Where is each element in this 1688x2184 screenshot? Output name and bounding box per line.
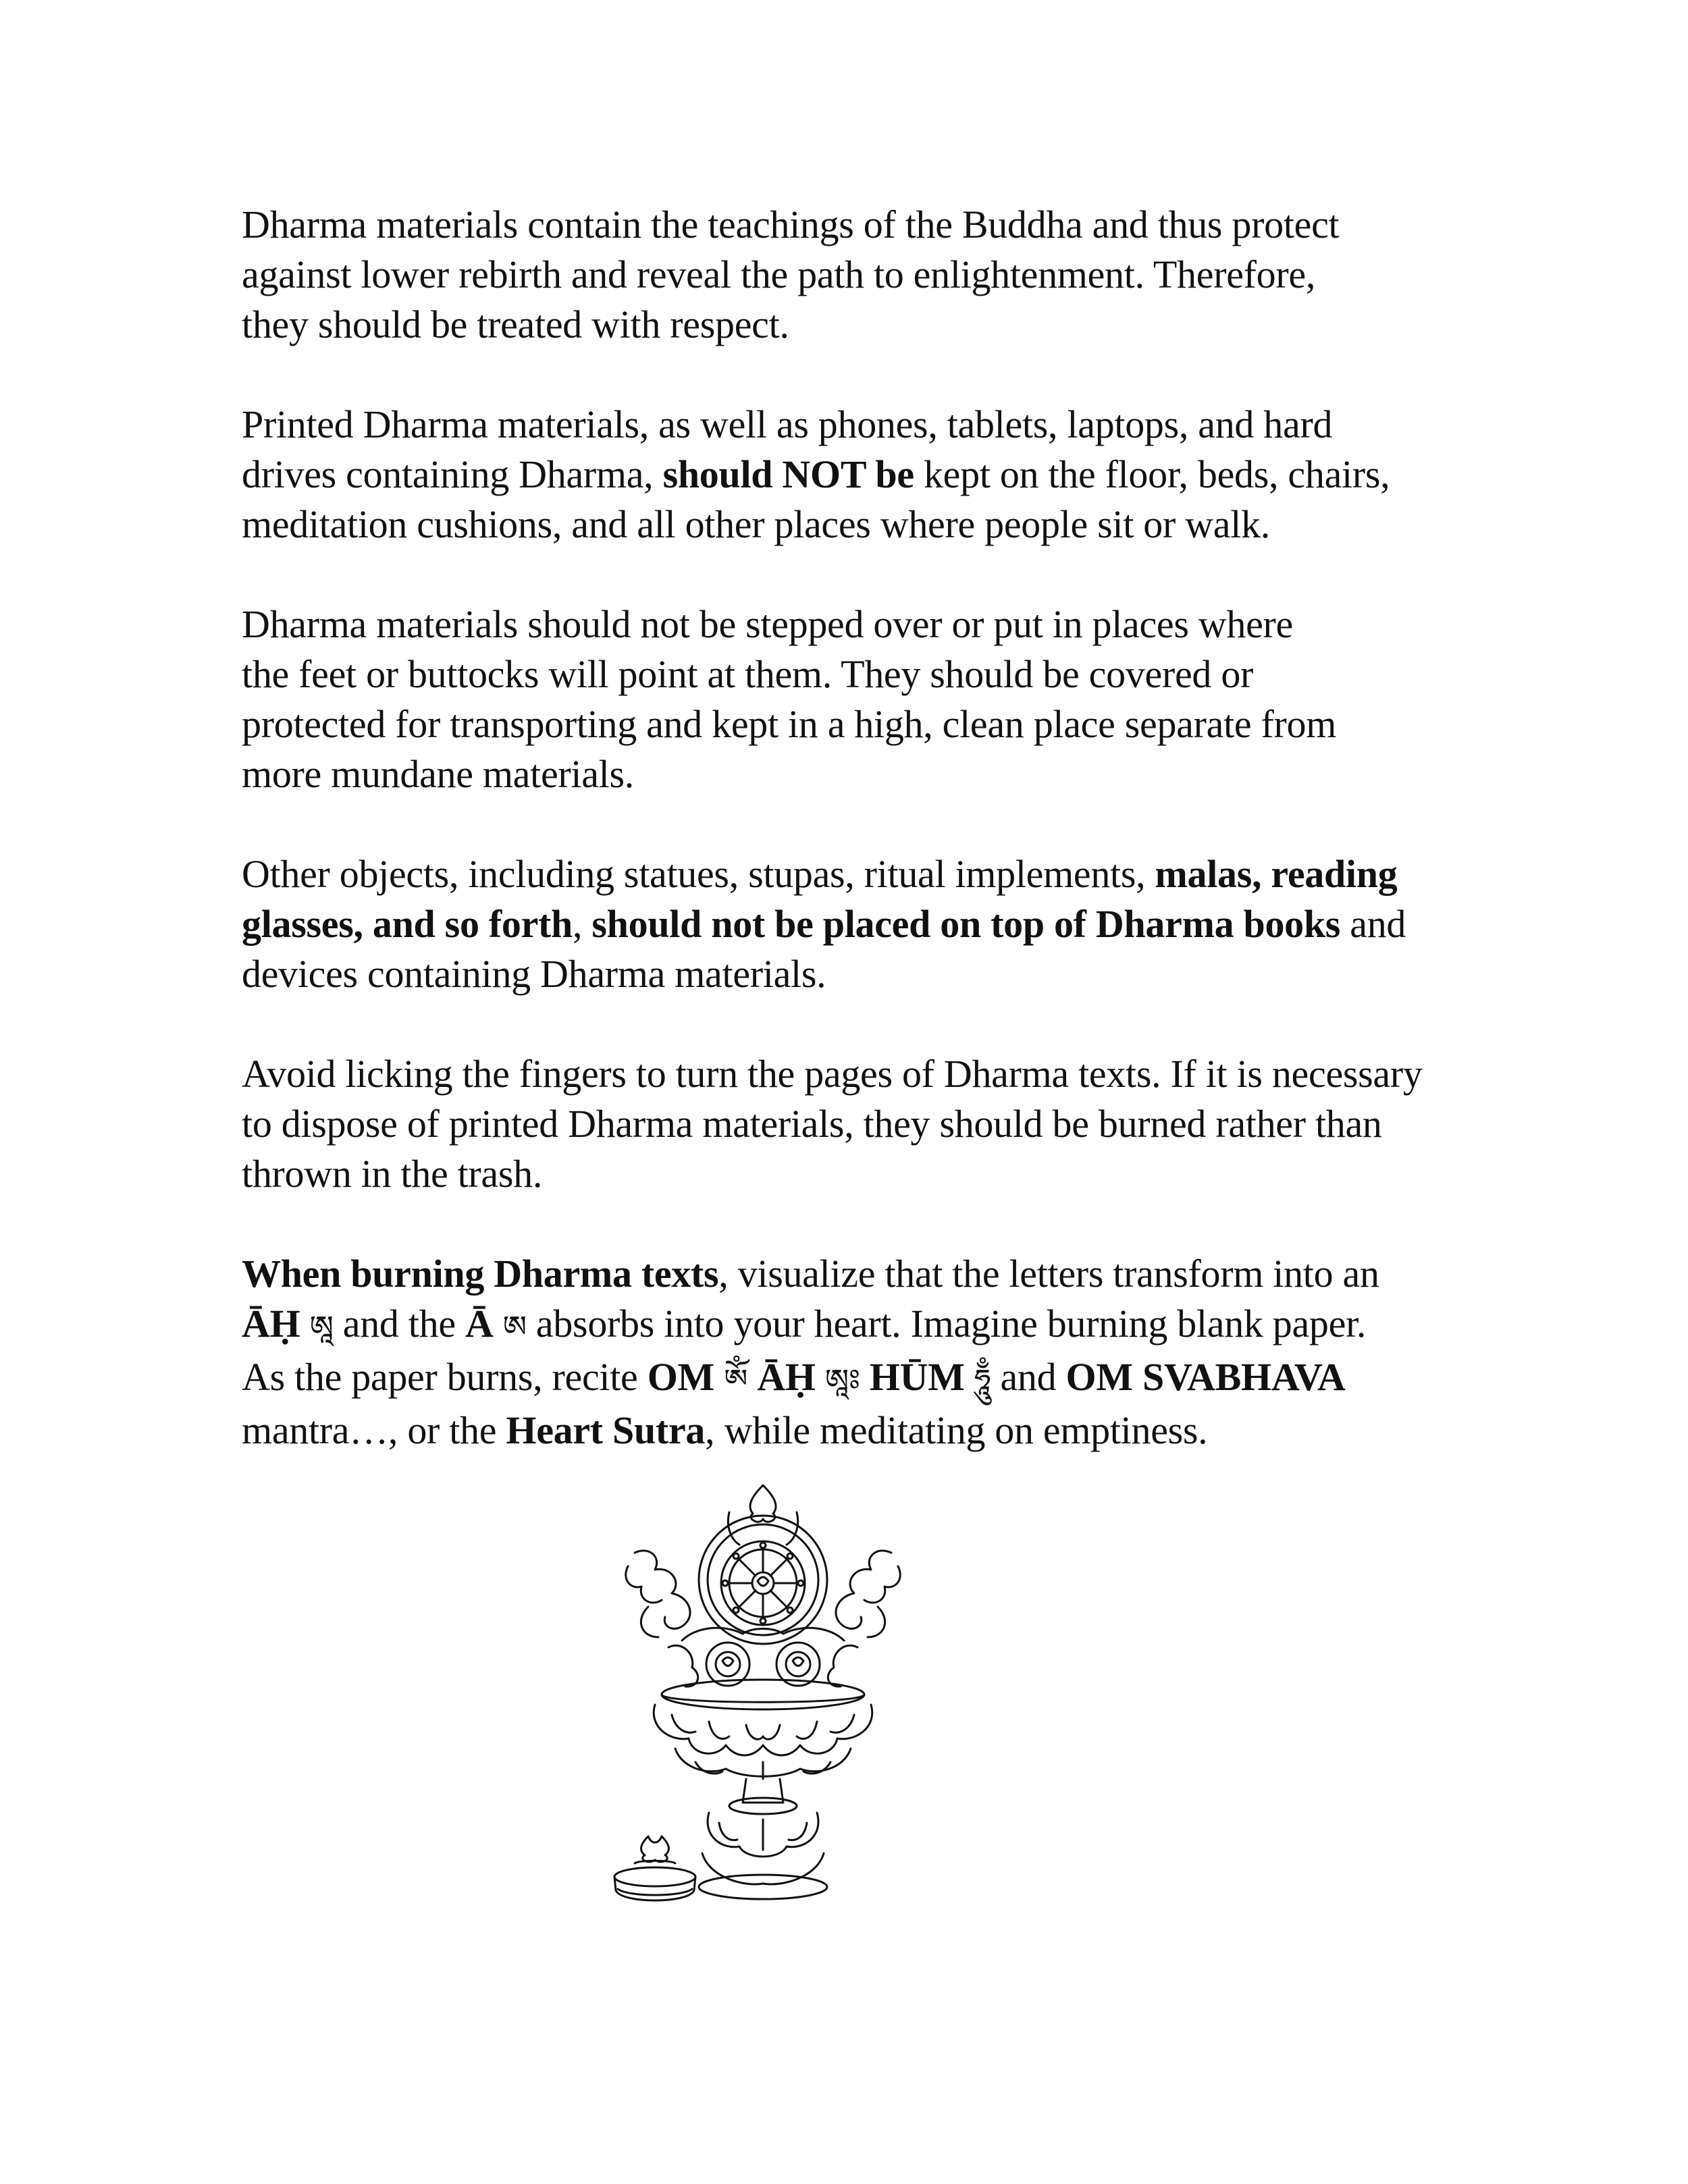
bold-text: malas, reading (1155, 852, 1398, 896)
paragraph-objects (242, 849, 1484, 999)
text-line: meditation cushions, and all other places where people sit or walk. (242, 502, 1270, 546)
tibetan-syllable: ཨཱ (309, 1310, 334, 1344)
paragraph-intro (242, 200, 1484, 350)
paragraph-stepping (242, 600, 1484, 799)
tibetan-syllable: ཨ (502, 1310, 527, 1344)
bold-text: ĀḤ (757, 1355, 816, 1399)
text-line: Dharma materials contain the teachings of the Buddha and thus protect (242, 203, 1340, 246)
text-run: drives containing Dharma, (242, 452, 663, 496)
bold-text: When burning Dharma texts (242, 1252, 719, 1296)
paragraph-placement (242, 400, 1484, 550)
bold-text: glasses, and so forth (242, 902, 573, 946)
text-line: against lower rebirth and reveal the path to enlightenment. Therefore, (242, 252, 1316, 296)
bold-text: Ā (465, 1302, 494, 1346)
text-run: absorbs into your heart. Imagine burning blank paper. (526, 1302, 1367, 1346)
text-line: the feet or buttocks will point at them. They should be covered or (242, 652, 1254, 696)
offering-bowl-icon (608, 1830, 702, 1911)
tibetan-syllable: ཨཱཿ (824, 1363, 860, 1397)
bold-text: should not be placed on top of Dharma books (591, 902, 1341, 946)
bold-text: OM (647, 1355, 714, 1399)
text-line: Dharma materials should not be stepped over or put in places where (242, 602, 1293, 646)
bold-text: ĀḤ (242, 1302, 300, 1346)
text-run: As the paper burns, recite (242, 1355, 648, 1399)
text-line: devices containing Dharma materials. (242, 952, 826, 996)
bold-text: HŪM (869, 1355, 965, 1399)
text-line (242, 1406, 1484, 1456)
text-run: Other objects, including statues, stupas, ritual implements, (242, 852, 1155, 896)
bold-text: OM SVABHAVA (1065, 1355, 1346, 1399)
text-line: Avoid licking the fingers to turn the pages of Dharma texts. If it is necessary (242, 1052, 1423, 1096)
text-run: , (573, 902, 592, 946)
text-run: , visualize that the letters transform into an (718, 1252, 1379, 1296)
text-run: mantra…, or the (242, 1408, 506, 1452)
document-body (242, 200, 1484, 1506)
text-line (242, 1249, 1484, 1299)
text-run: and (1340, 902, 1406, 946)
text-line (242, 899, 1484, 949)
text-line: thrown in the trash. (242, 1152, 543, 1196)
bold-text: should NOT be (662, 452, 914, 496)
text-run: kept on the floor, beds, chairs, (914, 452, 1390, 496)
text-line: to dispose of printed Dharma materials, they should be burned rather than (242, 1102, 1382, 1146)
text-line (242, 1352, 1484, 1406)
text-run: and the (333, 1302, 465, 1346)
text-run: , while meditating on emptiness. (705, 1408, 1208, 1452)
paragraph-disposal (242, 1049, 1484, 1199)
text-line: Printed Dharma materials, as well as phones, tablets, laptops, and hard (242, 402, 1333, 446)
text-line: they should be treated with respect. (242, 302, 789, 346)
text-line (242, 1299, 1484, 1352)
text-run: and (991, 1355, 1066, 1399)
text-line (242, 849, 1484, 899)
tibetan-syllable: ཨོཾ (724, 1363, 748, 1397)
bold-text: Heart Sutra (506, 1408, 706, 1452)
tibetan-syllable: ཧཱུྃ (974, 1363, 991, 1397)
paragraph-burning (242, 1249, 1484, 1456)
text-line: more mundane materials. (242, 752, 634, 796)
text-line (242, 450, 1484, 500)
text-line: protected for transporting and kept in a high, clean place separate from (242, 702, 1337, 746)
